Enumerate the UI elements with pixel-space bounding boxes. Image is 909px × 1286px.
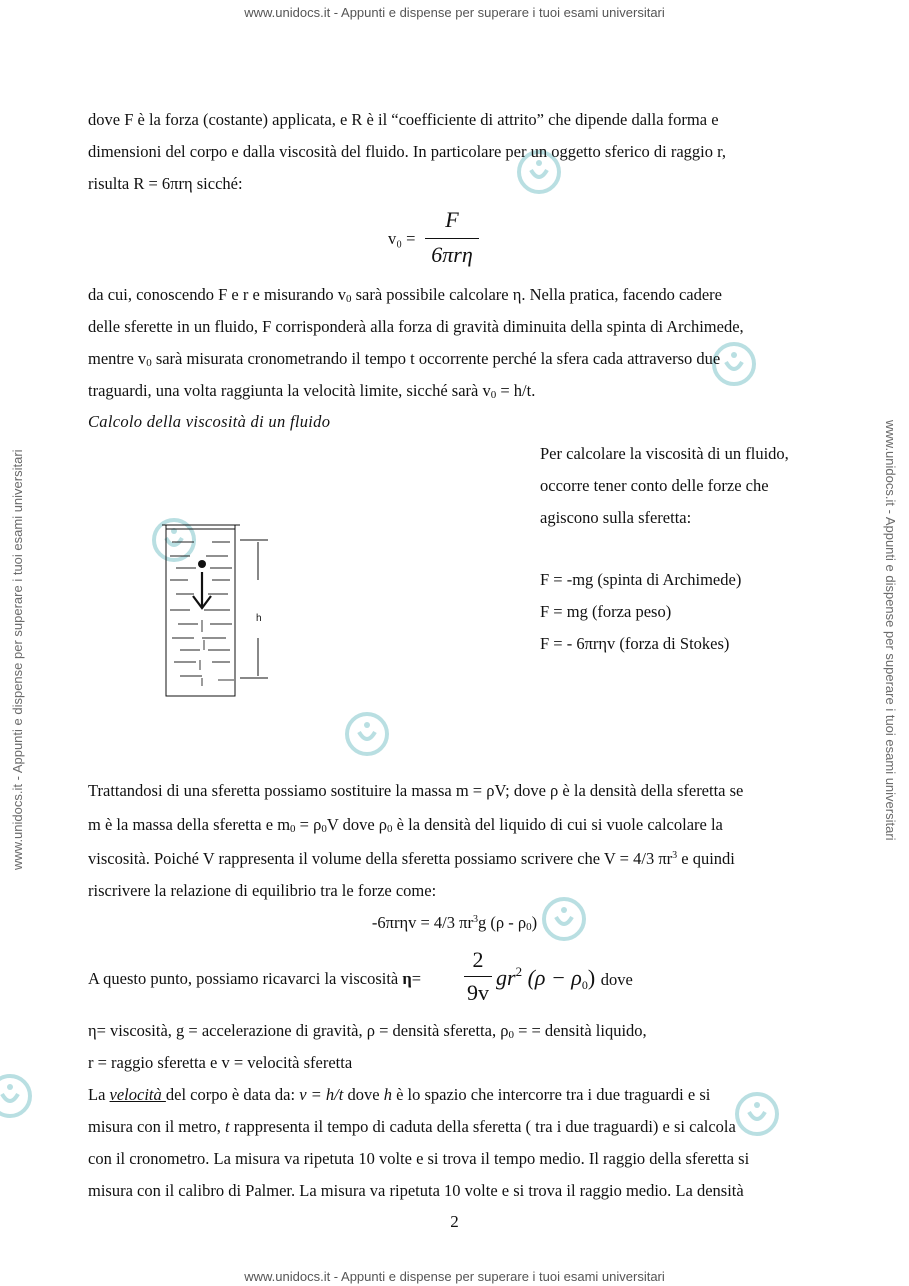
text-line: occorre tener conto delle forze che [540,476,769,495]
watermark-logo-icon [343,710,391,758]
text-line: viscosità. Poiché V rappresenta il volume della sferetta possiamo scrivere che V = 4/3 $\pi r^3$ e quindi [88,849,735,868]
fraction-bar [425,238,479,239]
text-line: Trattandosi di una sferetta possiamo sostituire la massa m = ρV; dove ρ è la densità della sferetta se [88,781,744,800]
viscosity-numerator: 2 [472,947,484,972]
equation-lhs: v₀ = [388,229,416,248]
viscometer-figure [150,520,280,700]
viscosity-formula-body: $gr^2$ (ρ − ρ0) dove [496,964,633,992]
watermark-logo-icon [0,1072,34,1120]
footer-watermark: www.unidocs.it - Appunti e dispense per superare i tuoi esami universitari [244,1269,665,1284]
right-watermark: www.unidocs.it - Appunti e dispense per superare i tuoi esami universitari [883,420,898,841]
equation-numerator: F [445,207,459,232]
text-line: agiscono sulla sferetta: [540,508,692,527]
text-line: dove F è la forza (costante) applicata, e R è il “coefficiente di attrito” che dipende dalla forma e [88,110,719,129]
text-line: dimensioni del corpo e dalla viscosità del fluido. In particolare per un oggetto sferico di raggio r, [88,142,727,161]
text-line: m è la massa della sferetta e m0 = ρ0V dove ρ0 è la densità del liquido di cui si vuole calcolare la [88,815,723,835]
text-line: traguardi, una volta raggiunta la velocità limite, sicché sarà v0 = h/t. [88,381,536,401]
text-line: La velocità del corpo è data da: v = h/t dove h è lo spazio che intercorre tra i due traguardi e si [88,1085,711,1104]
text-line: delle sferette in un fluido, F corrisponderà alla forza di gravità diminuita della spinta di Archimede, [88,317,744,336]
text-line: r = raggio sferetta e v = velocità sferetta [88,1053,353,1072]
force-weight: F = mg (forza peso) [540,602,672,621]
force-stokes: F = - 6πrηv (forza di Stokes) [540,634,730,653]
fraction-bar [464,976,492,977]
watermark-logo-icon [733,1090,781,1138]
force-archimedes: F = -mg (spinta di Archimede) [540,570,742,589]
text-line: Per calcolare la viscosità di un fluido, [540,444,789,463]
viscosity-intro: A questo punto, possiamo ricavarci la viscosità η= [88,969,422,988]
text-line: misura con il metro, t rappresenta il tempo di caduta della sferetta ( tra i due traguardi) e si calcola [88,1117,736,1136]
equilibrium-equation: -6πrηv = 4/3 $\pi r^3g$ (ρ - ρ0) [371,913,538,933]
text-line: riscrivere la relazione di equilibrio tra le forze come: [88,881,437,900]
section-title: Calcolo della viscosità di un fluido [88,412,331,431]
text-line: risulta R = 6πrη sicché: [88,174,243,193]
text-line: η= viscosità, g = accelerazione di gravità, ρ = densità sferetta, ρ0 = = densità liquido, [88,1021,647,1041]
text-line: con il cronometro. La misura va ripetuta 10 volte e si trova il tempo medio. Il raggio della sferetta si [88,1149,750,1168]
left-watermark: www.unidocs.it - Appunti e dispense per superare i tuoi esami universitari [10,449,25,870]
header-watermark: www.unidocs.it - Appunti e dispense per superare i tuoi esami universitari [244,5,665,20]
text-line: mentre v0 sarà misurata cronometrando il tempo t occorrente perché la sfera cada attraverso due [88,349,721,369]
equation-denominator: 6πrη [431,242,473,267]
viscosity-denominator: 9v [467,980,489,1005]
page-number: 2 [450,1212,459,1231]
text-line: misura con il calibro di Palmer. La misura va ripetuta 10 volte e si trova il raggio medio. La densità [88,1181,744,1200]
height-label: h [256,613,262,624]
text-line: da cui, conoscendo F e r e misurando v0 sarà possibile calcolare η. Nella pratica, facendo cadere [88,285,722,305]
